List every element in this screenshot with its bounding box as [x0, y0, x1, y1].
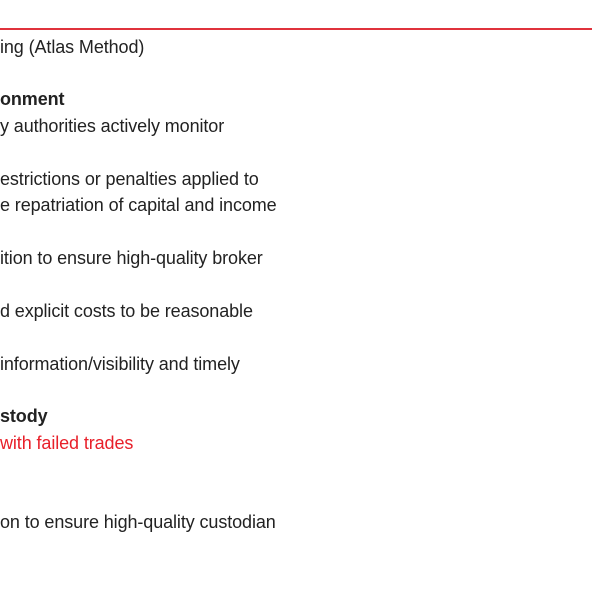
- section-heading-environment: onment: [0, 89, 65, 109]
- text-line-authorities: y authorities actively monitor: [0, 116, 225, 136]
- text-line-repatriation: e repatriation of capital and income: [0, 195, 277, 215]
- text-line-visibility: information/visibility and timely: [0, 354, 240, 374]
- section-heading-custody: stody: [0, 406, 48, 426]
- text-line-explicit-costs: d explicit costs to be reasonable: [0, 301, 253, 321]
- slide-title-fragment: ing (Atlas Method): [0, 37, 145, 57]
- text-line-broker: ition to ensure high-quality broker: [0, 248, 263, 268]
- text-line-restrictions: estrictions or penalties applied to: [0, 169, 259, 189]
- top-divider-rule: [0, 28, 592, 30]
- text-line-custodian: on to ensure high-quality custodian: [0, 512, 276, 532]
- text-line-failed-trades: with failed trades: [0, 433, 134, 453]
